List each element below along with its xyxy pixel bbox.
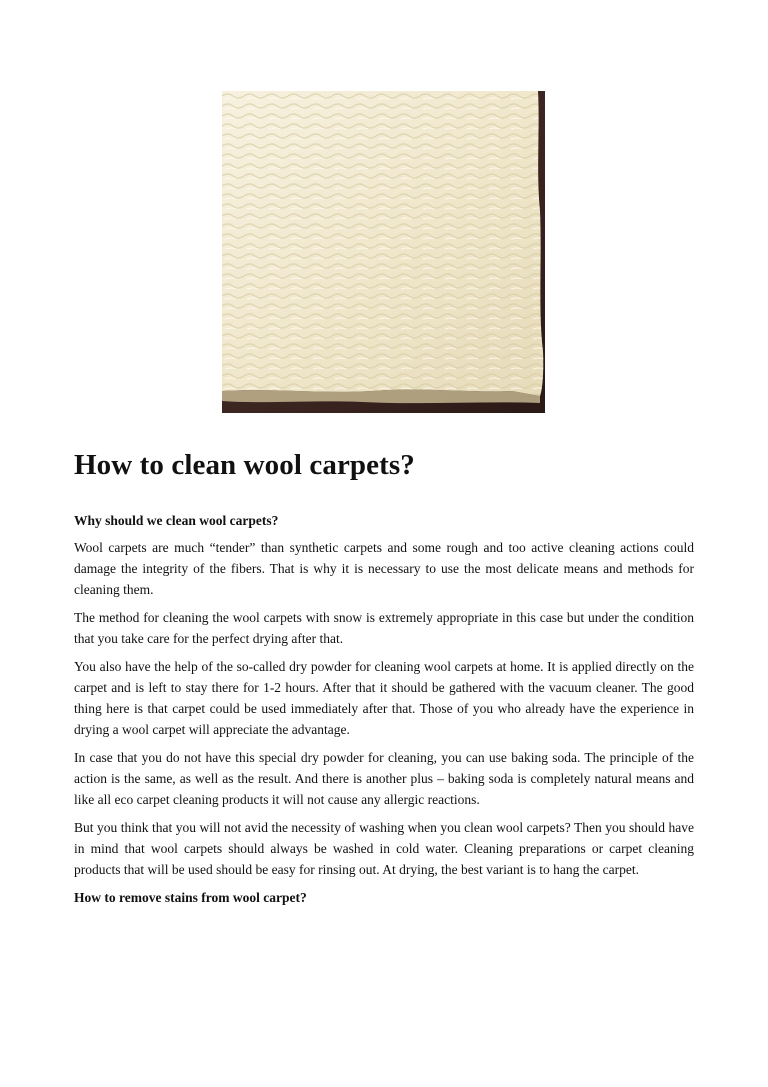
paragraph-1: Wool carpets are much “tender” than synthetic carpets and some rough and too active cleaning actions could damage the integrity of the fibers. That is why it is necessary to use the most delicate means and methods for cleaning them. <box>74 540 694 597</box>
paragraph-2: The method for cleaning the wool carpets with snow is extremely appropriate in this case but under the condition that you take care for the perfect drying after that. <box>74 610 694 646</box>
carpet-texture <box>222 91 543 396</box>
article-body <box>74 440 694 909</box>
paragraph-3: You also have the help of the so-called dry powder for cleaning wool carpets at home. It is applied directly on the carpet and is left to stay there for 1-2 hours. After that it should be gathered with the vacuum cleaner. The good thing here is that carpet could be used immediately after that. Those of you who already have the experience in drying a wool carpet will appreciate the advantage. <box>74 659 694 737</box>
wool-carpet-photo <box>222 91 545 413</box>
carpet-edge-shadow <box>222 390 540 404</box>
section-heading-stains: How to remove stains from wool carpet? <box>74 890 307 905</box>
article-title: How to clean wool carpets? <box>74 449 415 481</box>
section-heading-why: Why should we clean wool carpets? <box>74 513 279 528</box>
carpet-illustration <box>222 91 545 413</box>
paragraph-4: In case that you do not have this special dry powder for cleaning, you can use baking soda. The principle of the action is the same, as well as the result. And there is another plus – baking soda is completely natural means and like all eco carpet cleaning products it will not cause any allergic reactions. <box>74 750 694 807</box>
paragraph-5: But you think that you will not avid the necessity of washing when you clean wool carpets? Then you should have in mind that wool carpets should always be washed in cold water. Cleaning preparations or carpet cleaning products that will be used should be easy for rinsing out. At drying, the best variant is to hang the carpet. <box>74 820 694 877</box>
